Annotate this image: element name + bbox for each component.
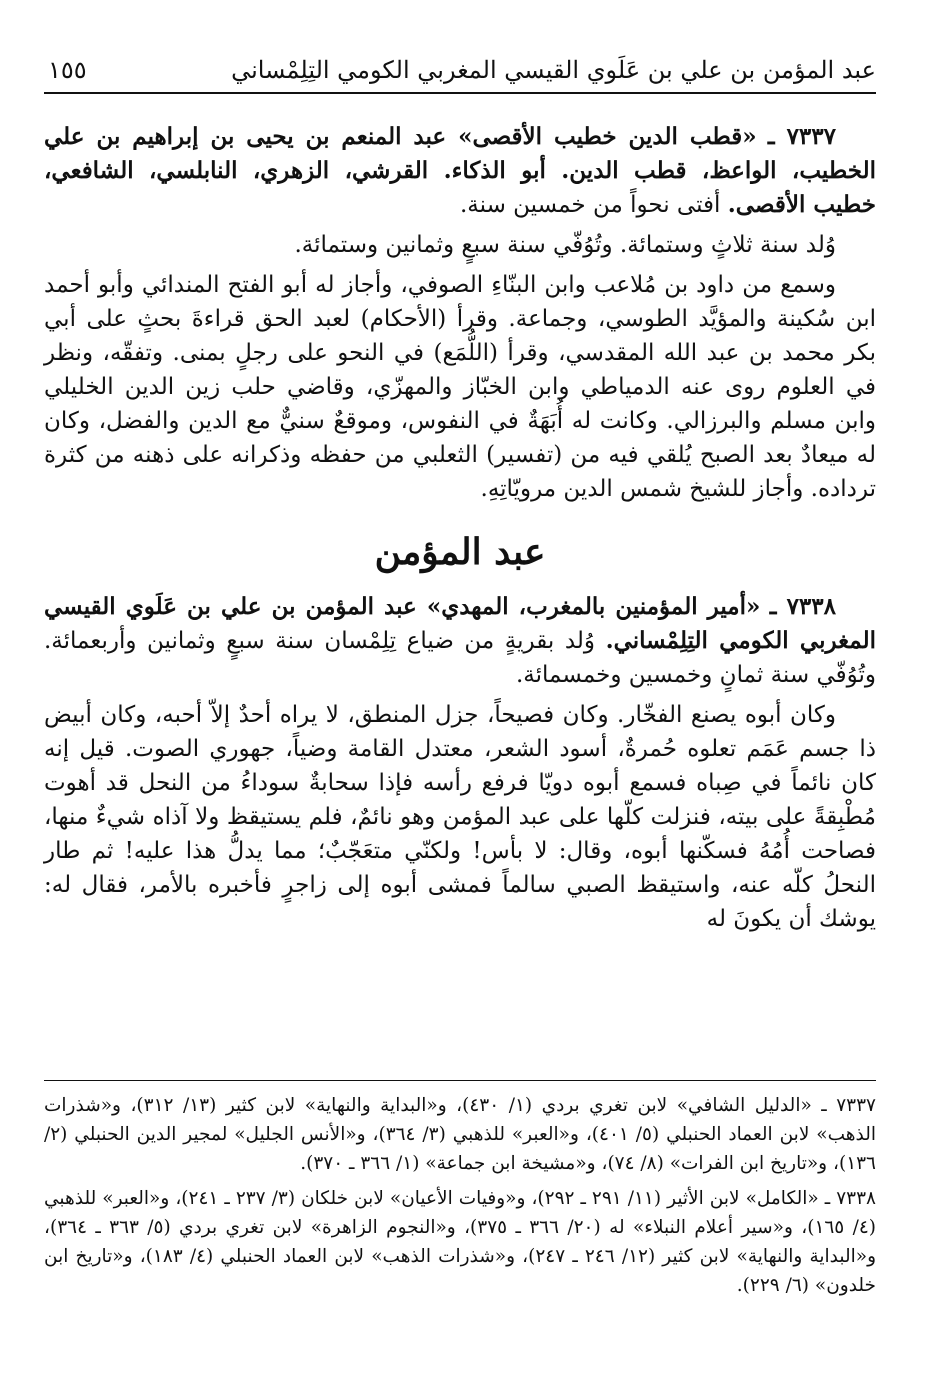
footnote-number: ٧٣٣٧ ـ: [821, 1095, 876, 1116]
entry-number: ٧٣٣٨ ـ: [769, 593, 836, 620]
entry-7338-paragraph: وكان أبوه يصنع الفخّار. وكان فصيحاً، جزل المنطق، لا يراه أحدٌ إلاّ أحبه، وكان أبيض ذا جسم عَمَم تعلوه حُمرةٌ، أسود الشعر، معتدل القامة وضياً، جهوري الصوت. قيل إنه كان نائماً في صِباه فسمع أبوه دويّا فرفع رأسه فإذا سحابةٌ سوداءُ من النحل قد أهوت مُطْبِقةً على بيته، فنزلت كلّها على عبد المؤمن وهو نائمٌ، فلم يستيقظ ولا آذاه شيءٌ منها، فصاحت أُمُهُ فسكّنها أبوه، وقال: لا بأس! ولكنّي متعَجّبٌ؛ مما يدلُّ هذا عليه! ثم طار النحلُ كلّه عنه، واستيقظ الصبي سالماً فمشى أبوه إلى زاجرٍ فأخبره بالأمر، فقال له: يوشك أن يكونَ له: [44, 702, 876, 932]
entry-7338-intro: [44, 590, 876, 692]
book-page: [44, 0, 876, 1374]
entry-7337-paragraph: وسمع من داود بن مُلاعب وابن البنّاءِ الصوفي، وأجاز له أبو الفتح المندائي وأبو أحمد ابن سُكينة والمؤيَّد الطوسي، وجماعة. وقرأ (الأحكام) لعبد الحق قراءةَ بحثٍ على أبي بكر محمد بن عبد الله المقدسي، وقرأ (اللُّمَع) في النحو على رجلٍ بمنى. وتفقّه، ونظر في العلوم روى عنه الدمياطي وابن الخبّاز والمهزّي، وقاضي حلب زين الدين الخليلي وابن مسلم والبرزالي. وكانت له أُبَهَةٌ في النفوس، وموقعٌ سنيٌّ مع الدين والفضل، وكان له ميعادٌ بعد الصبح يُلقي فيه من (تفسير) الثعلبي من حفظه وذكرانه على ذهنه من كثرة ترداده. وأجاز للشيخ شمس الدين مرويّاتِهِ.: [44, 272, 876, 502]
entry-intro-text: أفتى نحواً من خمسين سنة.: [460, 192, 721, 218]
footnote-text: «الكامل» لابن الأثير (١١/ ٢٩١ ـ ٢٩٢)، و«وفيات الأعيان» لابن خلكان (٣/ ٢٣٧ ـ ٢٤١)، و«العبر» للذهبي (٤/ ١٦٥)، و«سير أعلام النبلاء» له (٢٠/ ٣٦٦ ـ ٣٧٥)، و«النجوم الزاهرة» لابن تغري بردي (٥/ ٣٦٣ ـ ٣٦٤)، و«البداية والنهاية» لابن كثير (١٢/ ٢٤٦ ـ ٢٤٧)، و«شذرات الذهب» لابن العماد الحنبلي (٤/ ١٨٣)، و«تاريخ ابن خلدون» (٦/ ٢٢٩).: [44, 1188, 877, 1296]
entry-intro-text: وُلد بقريةٍ من ضياع تِلِمْسان سنة سبعٍ وثمانين وأربعمائة. وتُوُفّي سنة ثمانٍ وخمسين وخمسمائة.: [44, 628, 876, 688]
entry-heading: «أمير المؤمنين بالمغرب، المهدي» عبد المؤمن بن علي بن عَلَوي القيسي المغربي الكومي التِلِمْساني.: [44, 593, 876, 654]
footnote-text: «الدليل الشافي» لابن تغري بردي (١/ ٤٣٠)، و«البداية والنهاية» لابن كثير (١٣/ ٣١٢)، و«شذرات الذهب» لابن العماد الحنبلي (٥/ ٤٠١)، و«العبر» للذهبي (٣/ ٣٦٤)، و«الأنس الجليل» لمجير الدين الحنبلي (٢/ ١٣٦)، و«تاريخ ابن الفرات» (٨/ ٧٤)، و«مشيخة ابن جماعة» (١/ ٣٦٦ ـ ٣٧٠).: [44, 1095, 877, 1174]
main-text: [44, 120, 876, 942]
running-header: [44, 52, 876, 94]
section-heading: عبد المؤمن: [374, 531, 546, 573]
footnote-7338: [44, 1184, 876, 1300]
entry-7337-intro: [44, 120, 876, 222]
entry-heading: «قطب الدين خطيب الأقصى» عبد المنعم بن يحيى بن إبراهيم بن علي الخطيب، الواعظ، قطب الدين. أبو الذكاء. القرشي، الزهري، النابلسي، الشافعي، خطيب الأقصى.: [44, 123, 876, 218]
entry-number: ٧٣٣٧ ـ: [767, 123, 836, 150]
running-title: عبد المؤمن بن علي بن عَلَوي القيسي المغربي الكومي التِلِمْساني: [231, 56, 876, 84]
footnote-number: ٧٣٣٨ ـ: [824, 1188, 876, 1209]
entry-7337-birth: وُلد سنة ثلاثٍ وستمائة. وتُوُفّي سنة سبعٍ وثمانين وستمائة.: [294, 232, 836, 258]
footnote-7337: [44, 1091, 876, 1178]
footnotes: [44, 1080, 876, 1306]
page-number: ١٥٥: [48, 56, 87, 84]
